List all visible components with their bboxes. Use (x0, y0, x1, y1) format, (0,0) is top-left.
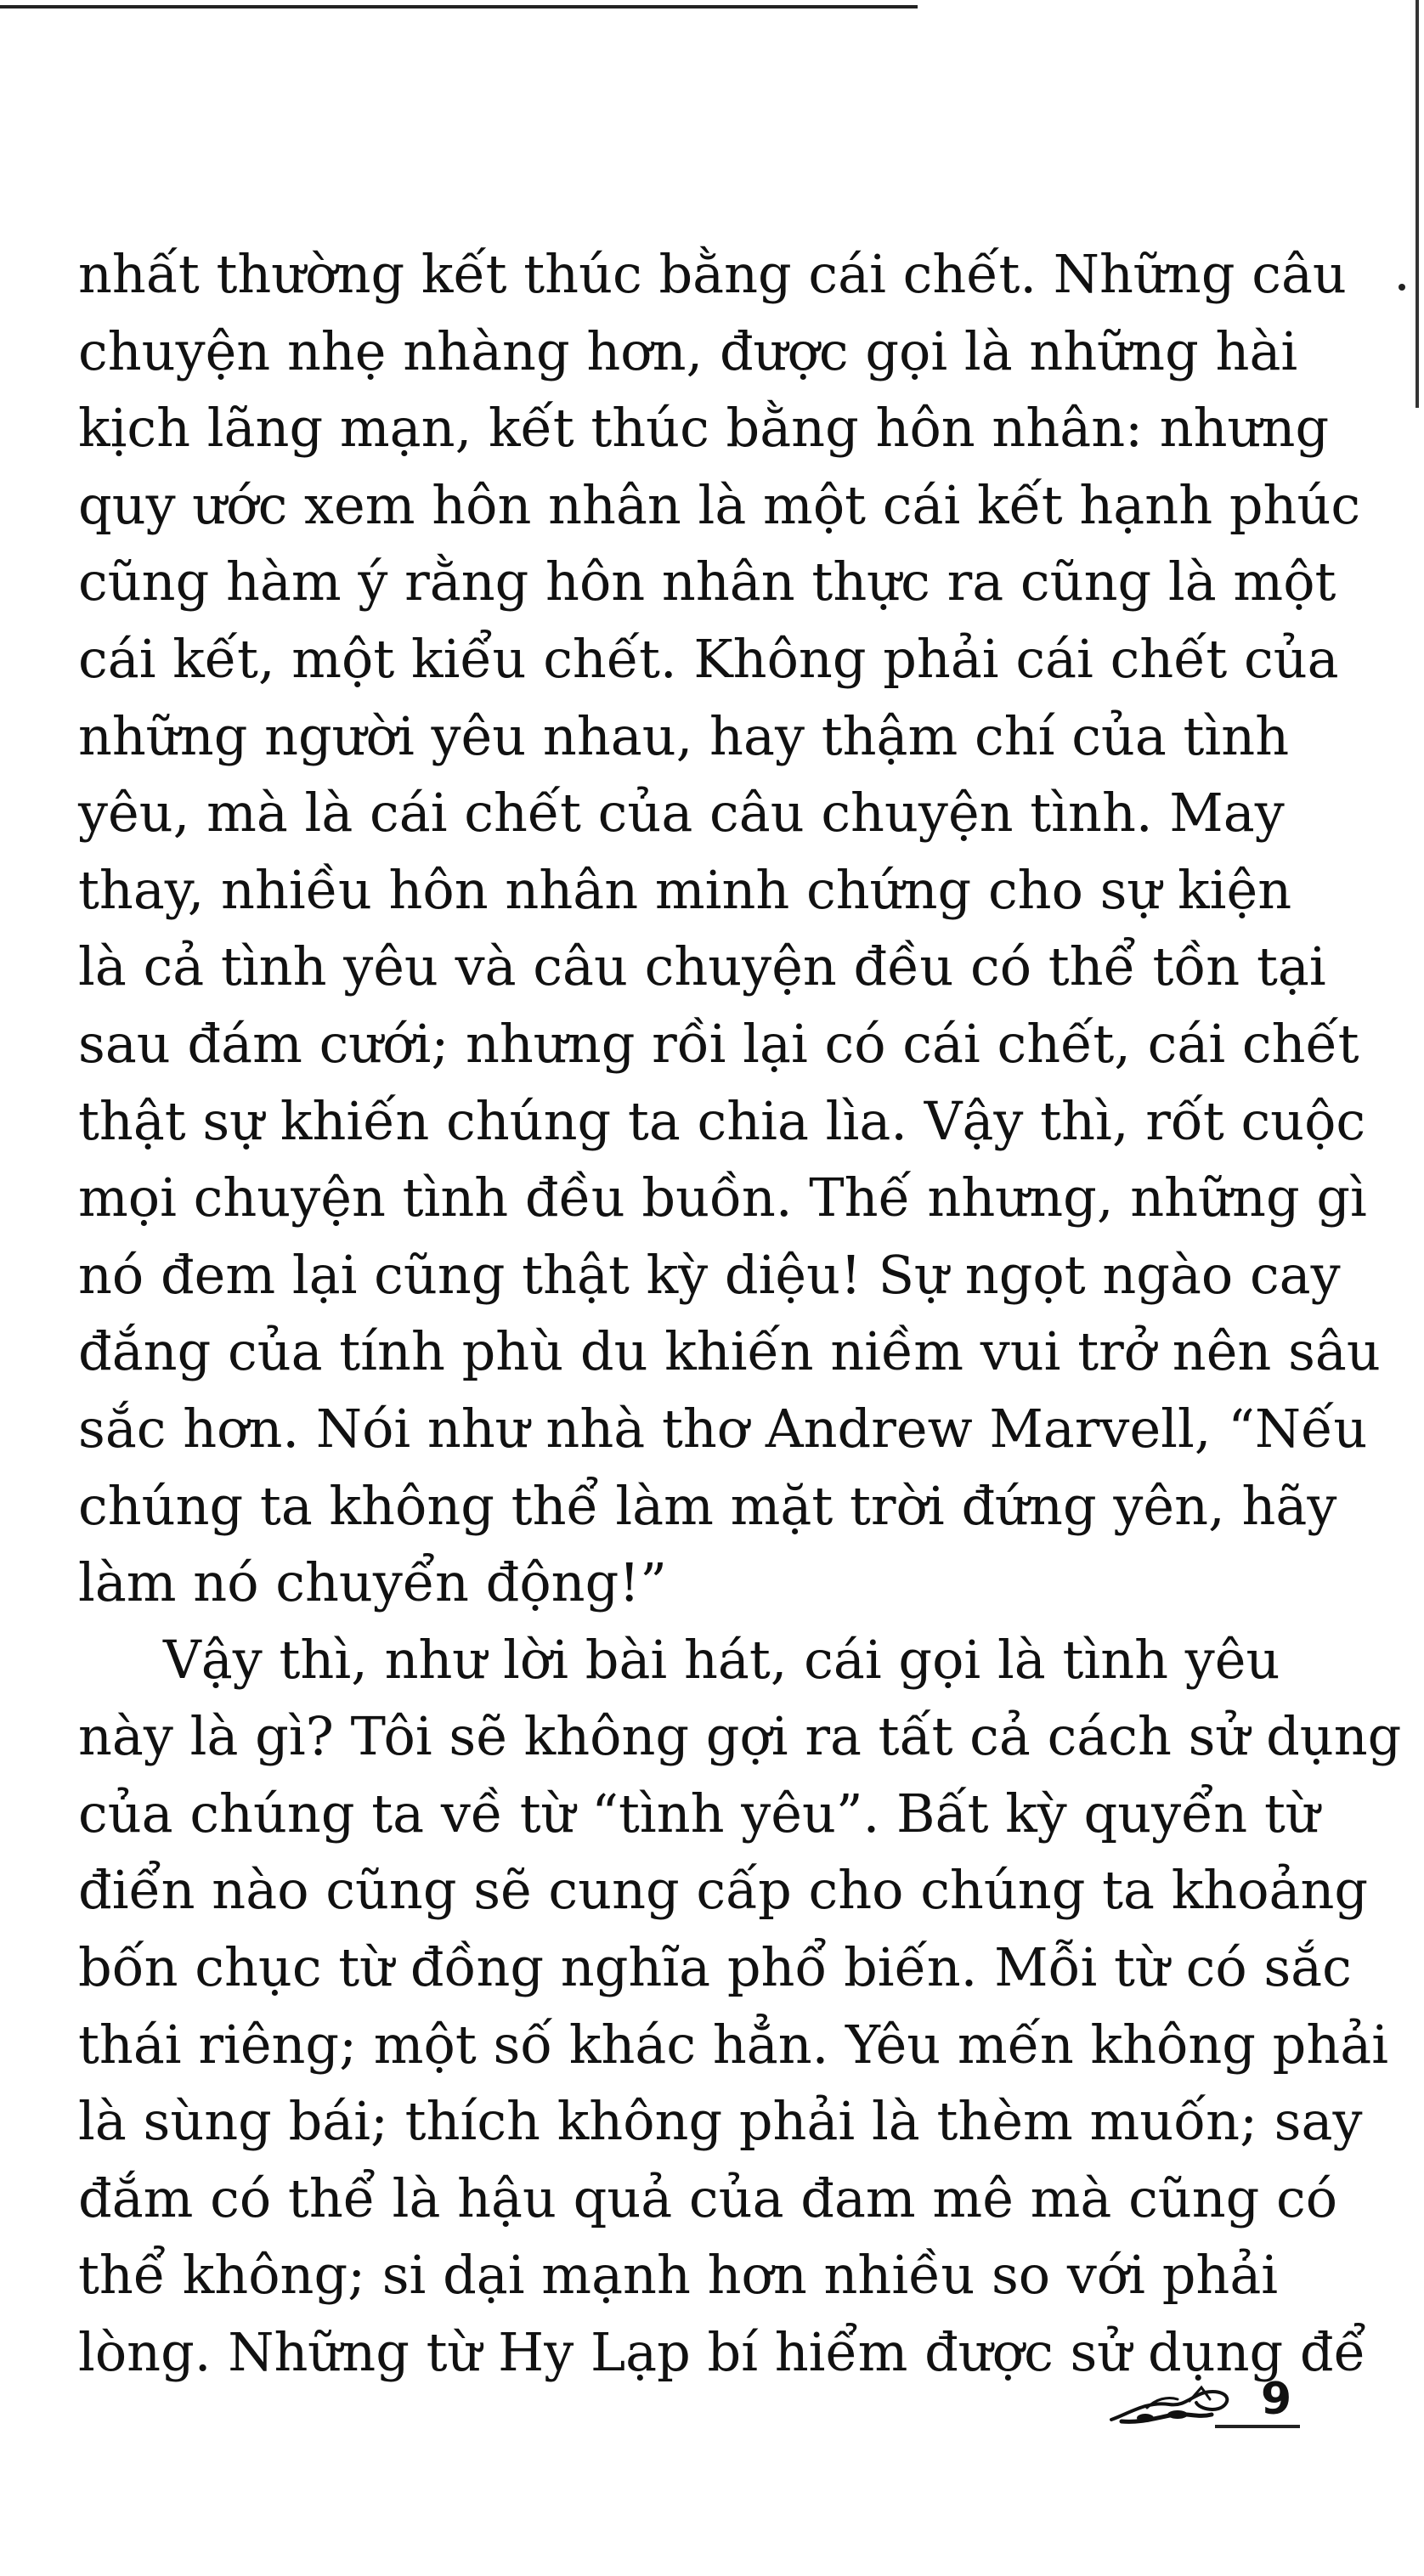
text-line: điển nào cũng sẽ cung cấp cho chúng ta khoảng (78, 1859, 1369, 1922)
text-line: yêu, mà là cái chết của câu chuyện tình. May (78, 782, 1285, 845)
text-line: nó đem lại cũng thật kỳ diệu! Sự ngọt ngào cay (78, 1243, 1341, 1306)
text-line: mọi chuyện tình đều buồn. Thế nhưng, những gì (78, 1167, 1367, 1229)
text-line: đắng của tính phù du khiến niềm vui trở nên sâu (78, 1320, 1381, 1383)
page-number-underline (1215, 2425, 1300, 2428)
text-line: lòng. Những từ Hy Lạp bí hiểm được sử dụng để (78, 2321, 1366, 2384)
text-line: thật sự khiến chúng ta chia lìa. Vậy thì, rốt cuộc (78, 1089, 1366, 1152)
text-line: sắc hơn. Nói như nhà thơ Andrew Marvell, “Nếu (78, 1397, 1368, 1460)
top-edge-rule (0, 5, 918, 8)
text-line: này là gì? Tôi sẽ không gợi ra tất cả cách sử dụng (78, 1705, 1402, 1768)
text-line: thái riêng; một số khác hẳn. Yêu mến không phải (78, 2013, 1389, 2076)
paragraph (78, 236, 1381, 1622)
text-line: thể không; si dại mạnh hơn nhiều so với phải (78, 2244, 1279, 2307)
text-line: những người yêu nhau, hay thậm chí của tình (78, 704, 1290, 767)
page-edge-line (1416, 0, 1419, 408)
text-line: chuyện nhẹ nhàng hơn, được gọi là những hài (78, 319, 1298, 382)
text-line: Vậy thì, như lời bài hát, cái gọi là tình yêu (163, 1628, 1280, 1691)
text-line: của chúng ta về từ “tình yêu”. Bất kỳ quyển từ (78, 1782, 1319, 1844)
text-line: cũng hàm ý rằng hôn nhân thực ra cũng là một (78, 551, 1336, 613)
text-line: sau đám cưới; nhưng rồi lại có cái chết, cái chết (78, 1012, 1359, 1075)
paragraph (78, 1622, 1402, 2392)
text-line: là sùng bái; thích không phải là thèm muốn; say (78, 2090, 1363, 2153)
text-line: nhất thường kết thúc bằng cái chết. Những câu (78, 243, 1347, 305)
text-line: làm nó chuyển động!” (78, 1551, 667, 1614)
text-line: chúng ta không thể làm mặt trời đứng yên, hãy (78, 1474, 1337, 1537)
page-footer (1096, 2370, 1300, 2438)
text-line: đắm có thể là hậu quả của đam mê mà cũng có (78, 2166, 1338, 2229)
page-body-text (78, 236, 1402, 2392)
text-line: thay, nhiều hôn nhân minh chứng cho sự kiện (78, 858, 1292, 921)
text-line: cái kết, một kiểu chết. Không phải cái chết của (78, 627, 1339, 690)
page-number: 9 (1261, 2374, 1292, 2425)
edge-mark (1399, 284, 1405, 291)
decorative-flourish-icon (1096, 2370, 1266, 2438)
text-line: là cả tình yêu và câu chuyện đều có thể tồn tại (78, 935, 1326, 998)
text-line: quy ước xem hôn nhân là một cái kết hạnh phúc (78, 473, 1361, 536)
text-line: kịch lãng mạn, kết thúc bằng hôn nhân: nhưng (78, 397, 1330, 460)
text-line: bốn chục từ đồng nghĩa phổ biến. Mỗi từ có sắc (78, 1936, 1352, 1999)
